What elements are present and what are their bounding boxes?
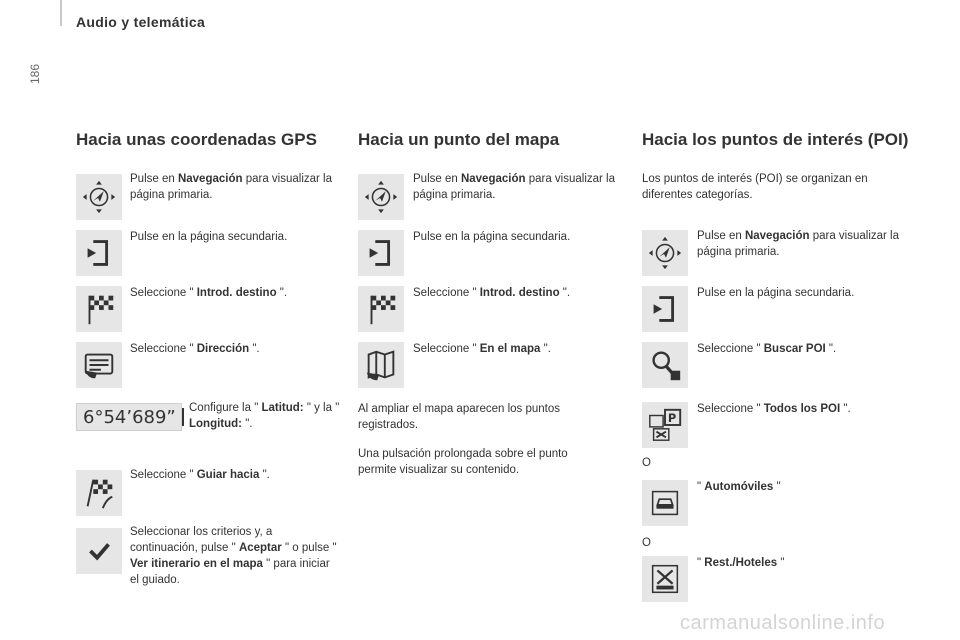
col3-title: Hacia los puntos de interés (POI) [642, 130, 909, 149]
col3-intro: Los puntos de interés (POI) se organizan en diferentes categorías. [642, 173, 868, 201]
section-title: Audio y telemática [76, 14, 206, 30]
col2-note1: Al ampliar el mapa aparecen los puntos registrados. [358, 403, 561, 431]
col2-step2: Pulse en la página secundaria. [413, 231, 571, 243]
col2-step3: Seleccione " Introd. destino ". [413, 287, 571, 299]
col2-title: Hacia un punto del mapa [358, 130, 560, 149]
car-icon [642, 480, 688, 526]
col3-step4: Seleccione " Todos los POI ". [697, 403, 851, 415]
checkmark-icon [76, 528, 122, 574]
guide-flag-icon [76, 470, 122, 516]
col3-step6: " Rest./Hoteles " [697, 557, 785, 569]
secondary-page-icon [358, 230, 404, 276]
checkered-flag-icon [76, 286, 122, 332]
navigation-icon [76, 174, 122, 220]
restaurant-hotel-icon [642, 556, 688, 602]
navigation-icon [358, 174, 404, 220]
col1-step5: Configure la " Latitud: " y la " Longitud: ". [189, 402, 340, 430]
all-poi-icon [642, 402, 688, 448]
col1-step4: Seleccione " Dirección ". [130, 343, 260, 355]
or-label-2: O [642, 537, 651, 549]
coordinate-display: 6°54’689” [76, 403, 182, 431]
secondary-page-icon [642, 286, 688, 332]
cursor-icon [182, 408, 184, 426]
keyboard-icon [76, 342, 122, 388]
col1-step7: Seleccionar los criterios y, a continuación, pulse " Aceptar " o pulse " Ver itinerario en el mapa " para iniciar el guiado. [130, 526, 337, 586]
col1-step2: Pulse en la página secundaria. [130, 231, 288, 243]
navigation-icon [642, 230, 688, 276]
col3-step3: Seleccione " Buscar POI ". [697, 343, 837, 355]
search-poi-icon [642, 342, 688, 388]
col2-step1: Pulse en Navegación para visualizar la página primaria. [413, 173, 615, 201]
header-divider [60, 0, 62, 26]
or-label-1: O [642, 457, 651, 469]
map-icon [358, 342, 404, 388]
col2-note2: Una pulsación prolongada sobre el punto permite visualizar su contenido. [358, 448, 568, 476]
svg-text:P: P [667, 411, 677, 426]
col1-step6: Seleccione " Guiar hacia ". [130, 469, 270, 481]
watermark: carmanualsonline.info [680, 612, 886, 634]
col3-step5: " Automóviles " [697, 481, 781, 493]
page-number: 186 [28, 63, 42, 84]
col1-step1: Pulse en Navegación para visualizar la página primaria. [130, 173, 332, 201]
col1-title: Hacia unas coordenadas GPS [76, 130, 317, 149]
col1-step3: Seleccione " Introd. destino ". [130, 287, 288, 299]
col3-step1: Pulse en Navegación para visualizar la página primaria. [697, 230, 899, 258]
col2-step4: Seleccione " En el mapa ". [413, 343, 551, 355]
checkered-flag-icon [358, 286, 404, 332]
col3-step2: Pulse en la página secundaria. [697, 287, 855, 299]
secondary-page-icon [76, 230, 122, 276]
